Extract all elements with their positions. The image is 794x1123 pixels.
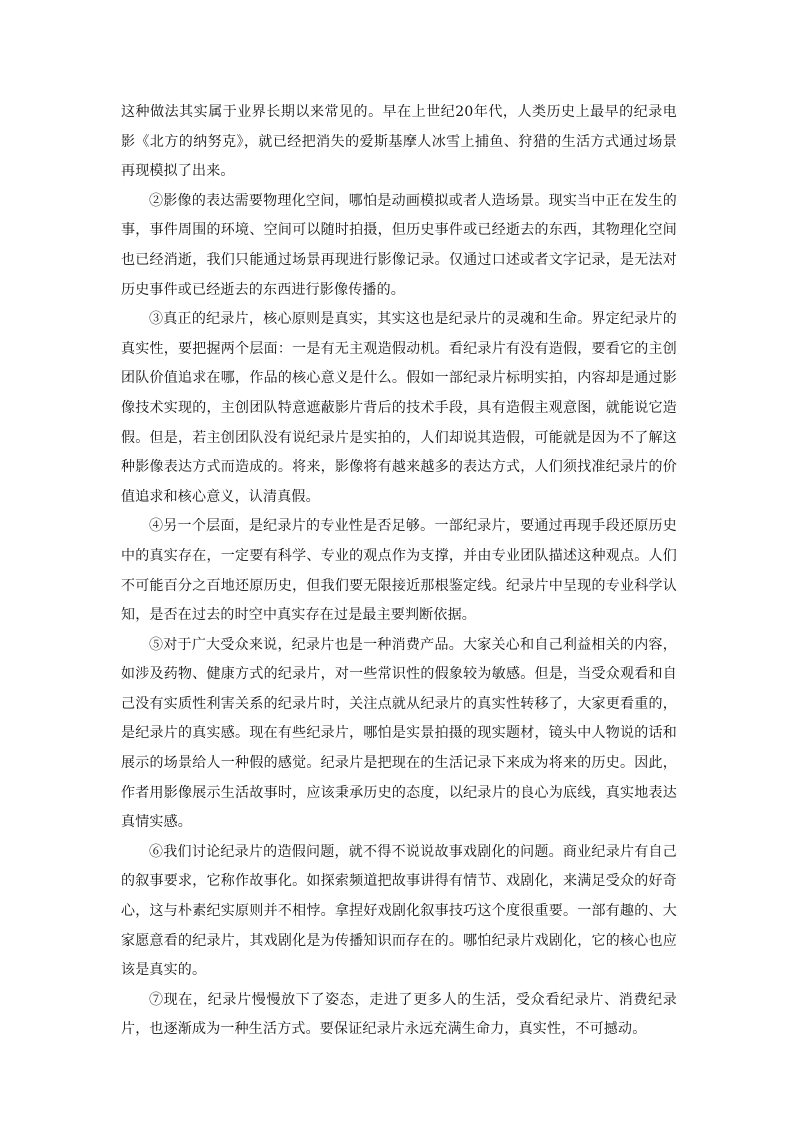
paragraph-3: ③真正的纪录片，核心原则是真实，其实这也是纪录片的灵魂和生命。界定纪录片的真实性，要把握两个层面：一是有无主观造假动机。看纪录片有没有造假，要看它的主创团队价值追求在哪，作品的核心意义是什么。假如一部纪录片标明实拍，内容却是通过影像技术实现的，主创团队特意遮蔽影片背后的技术手段，具有造假主观意图，就能说它造假。但是，若主创团队没有说纪录片是实拍的，人们却说其造假，可能就是因为不了解这种影像表达方式而造成的。将来，影像将有越来越多的表达方式，人们须找准纪录片的价值追求和核心意义，认清真假。 bbox=[121, 311, 677, 505]
paragraph-6: ⑥我们讨论纪录片的造假问题，就不得不说说故事戏剧化的问题。商业纪录片有自己的叙事要求，它称作故事化。如探索频道把故事讲得有情节、戏剧化，来满足受众的好奇心，这与朴素纪实原则并不相悖。拿捏好戏剧化叙事技巧这个度很重要。一部有趣的、大家愿意看的纪录片，其戏剧化是为传播知识而存在的。哪怕纪录片戏剧化，它的核心也应该是真实的。 bbox=[121, 843, 677, 979]
paragraph-7: ⑦现在，纪录片慢慢放下了姿态，走进了更多人的生活，受众看纪录片、消费纪录片，也逐渐成为一种生活方式。要保证纪录片永远充满生命力，真实性，不可撼动。 bbox=[121, 991, 677, 1038]
paragraph-2: ②影像的表达需要物理化空间，哪怕是动画模拟或者人造场景。现实当中正在发生的事，事件周围的环境、空间可以随时拍摄，但历史事件或已经逝去的东西，其物理化空间也已经消逝，我们只能通过场景再现进行影像记录。仅通过口述或者文字记录，是无法对历史事件或已经逝去的东西进行影像传播的。 bbox=[121, 192, 677, 298]
paragraph-continuation: 这种做法其实属于业界长期以来常见的。早在上世纪20年代，人类历史上最早的纪录电影《北方的纳努克》，就已经把消失的爱斯基摩人冰雪上捕鱼、狩猎的生活方式通过场景再现模拟了出来。 bbox=[121, 104, 677, 180]
paragraph-4: ④另一个层面，是纪录片的专业性是否足够。一部纪录片，要通过再现手段还原历史中的真实存在，一定要有科学、专业的观点作为支撑，并由专业团队描述这种观点。人们不可能百分之百地还原历史，但我们要无限接近那根鉴定线。纪录片中呈现的专业科学认知，是否在过去的时空中真实存在过是最主要判断依据。 bbox=[121, 518, 677, 624]
paragraph-5: ⑤对于广大受众来说，纪录片也是一种消费产品。大家关心和自己利益相关的内容，如涉及药物、健康方式的纪录片，对一些常识性的假象较为敏感。但是，当受众观看和自己没有实质性利害关系的纪录片时，关注点就从纪录片的真实性转移了，大家更看重的，是纪录片的真实感。现在有些纪录片，哪怕是实景拍摄的现实题材，镜头中人物说的话和展示的场景给人一种假的感觉。纪录片是把现在的生活记录下来成为将来的历史。因此，作者用影像展示生活故事时，应该秉承历史的态度，以纪录片的良心为底线，真实地表达真情实感。 bbox=[121, 636, 677, 831]
article-body bbox=[121, 98, 677, 1045]
